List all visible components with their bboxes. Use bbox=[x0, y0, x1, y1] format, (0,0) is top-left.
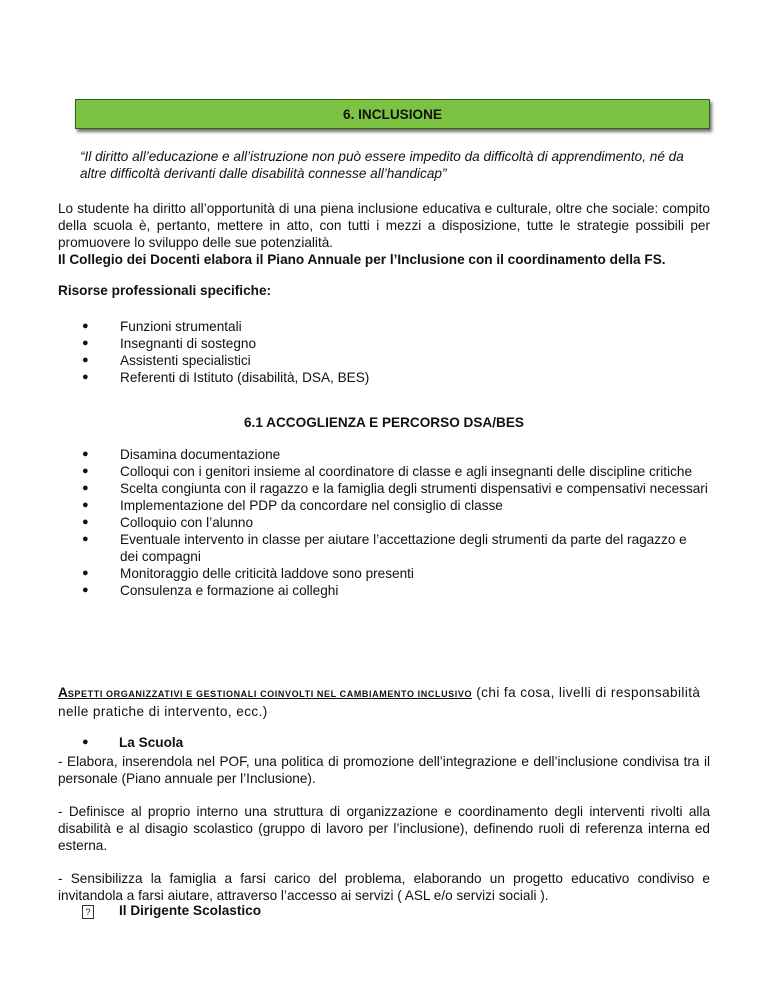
bullet-icon: ● bbox=[82, 320, 89, 332]
list-item: ● Monitoraggio delle criticità laddove sono presenti bbox=[82, 566, 414, 581]
intro-paragraph bbox=[58, 200, 710, 268]
bullet-icon: ● bbox=[82, 482, 89, 494]
list-item: ● Disamina documentazione bbox=[82, 447, 281, 462]
scuola-paragraph-3: - Sensibilizza la famiglia a farsi carico del problema, elaborando un progetto educativo condiviso e invitandola a farsi aiutare, attraverso l’accesso ai servizi ( ASL e/o servizi sociali ). bbox=[58, 871, 710, 903]
bullet-icon: ● bbox=[82, 533, 89, 545]
list-item: ● Assistenti specialistici bbox=[82, 353, 251, 368]
intro-text: Lo studente ha diritto all’opportunità di una piena inclusione educativa e culturale, oltre che sociale: compito della scuola è, pertanto, mettere in atto, con tutti i mezzi a disposizione, tutte le strategie possibili per promuovere lo sviluppo delle sue potenzialità. bbox=[58, 201, 710, 250]
risorse-heading: Risorse professionali specifiche: bbox=[58, 283, 272, 298]
bullet-icon: ● bbox=[82, 337, 89, 349]
missing-glyph-icon: ? bbox=[82, 905, 94, 919]
bullet-icon: ● bbox=[82, 584, 89, 596]
list-item: ● Consulenza e formazione ai colleghi bbox=[82, 583, 339, 598]
bullet-icon: ● bbox=[82, 465, 89, 477]
section-banner bbox=[75, 99, 710, 129]
bullet-icon: ● bbox=[82, 371, 89, 383]
intro-bold-line: Il Collegio dei Docenti elabora il Piano Annuale per l’Inclusione con il coordinamento della FS. bbox=[58, 252, 666, 267]
aspetti-title: ASPETTI ORGANIZZATIVI E GESTIONALI COINVOLTI NEL CAMBIAMENTO INCLUSIVO bbox=[58, 685, 473, 700]
bullet-icon: ● bbox=[82, 567, 89, 579]
list-item: ● Eventuale intervento in classe per aiutare l’accettazione degli strumenti da parte del ragazzo e dei compagni bbox=[82, 532, 687, 564]
list-item: ● Funzioni strumentali bbox=[82, 319, 242, 334]
accoglienza-list bbox=[58, 446, 708, 599]
scuola-paragraph-1: - Elabora, inserendola nel POF, una politica di promozione dell’integrazione e dell’inclusione condivisa tra il personale (Piano annuale per l’Inclusione). bbox=[58, 754, 710, 786]
scuola-label: La Scuola bbox=[119, 735, 184, 750]
list-item: ● Implementazione del PDP da concordare nel consiglio di classe bbox=[82, 498, 503, 513]
risorse-list bbox=[58, 318, 708, 386]
list-item: ● Insegnanti di sostegno bbox=[82, 336, 257, 351]
bullet-icon: ● bbox=[82, 499, 89, 511]
subsection-title: 6.1 ACCOGLIENZA E PERCORSO DSA/BES bbox=[244, 415, 524, 430]
list-item: ● Scelta congiunta con il ragazzo e la famiglia degli strumenti dispensativi e compensativi necessari bbox=[82, 481, 708, 496]
bullet-icon: ● bbox=[82, 516, 89, 528]
list-item: ● Colloquio con l’alunno bbox=[82, 515, 254, 530]
section-title: 6. INCLUSIONE bbox=[343, 106, 442, 122]
bullet-icon: ● bbox=[82, 448, 89, 460]
dirigente-heading: Il Dirigente Scolastico bbox=[119, 903, 262, 918]
aspetti-heading bbox=[58, 684, 710, 720]
bullet-icon: ● bbox=[82, 354, 89, 366]
list-item: ● Referenti di Istituto (disabilità, DSA, BES) bbox=[82, 370, 370, 385]
bullet-icon: ● bbox=[82, 736, 89, 748]
scuola-paragraph-2: - Definisce al proprio interno una struttura di organizzazione e coordinamento degli interventi rivolti alla disabilità e al disagio scolastico (gruppo di lavoro per l’inclusione), definendo ruoli di referenza interna ed esterna. bbox=[58, 804, 710, 853]
aspetti-note: (chi fa cosa, livelli di responsabilità nelle pratiche di intervento, ecc.) bbox=[58, 685, 701, 719]
quote: “Il diritto all’educazione e all’istruzione non può essere impedito da difficoltà di apprendimento, né da altre difficoltà derivanti dalle disabilità connesse all’handicap” bbox=[80, 149, 684, 181]
list-item: ● Colloqui con i genitori insieme al coordinatore di classe e agli insegnanti delle discipline critiche bbox=[82, 464, 693, 479]
